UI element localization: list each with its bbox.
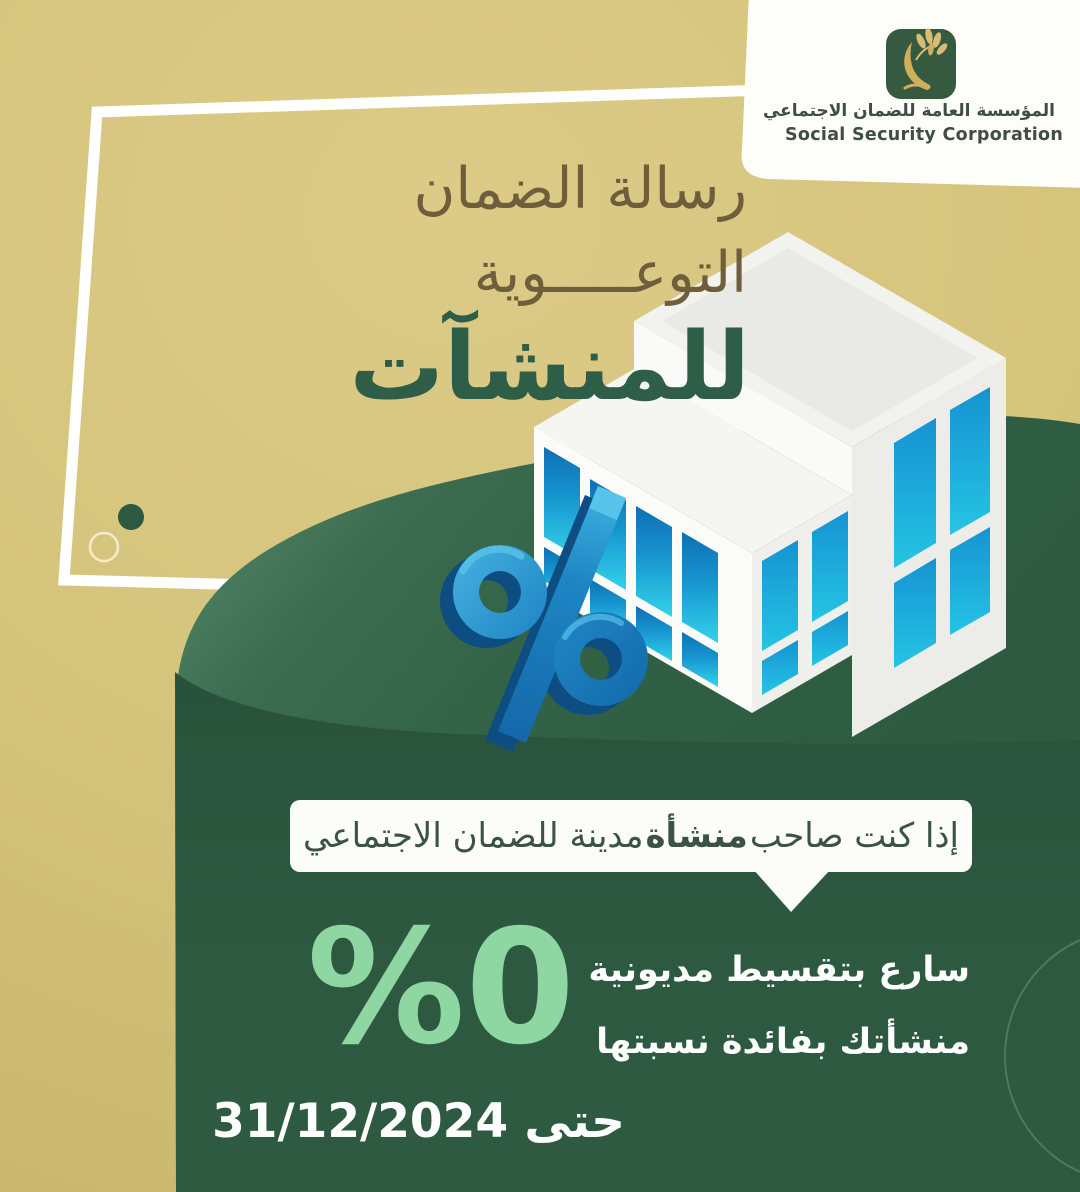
banner-text-suffix: مدينة للضمان الاجتماعي <box>303 816 644 856</box>
title-line-3: للمنشآت <box>349 313 750 422</box>
brand-card <box>742 0 1080 188</box>
decor-dot-filled <box>118 504 144 530</box>
offer-description-line-1: سارع بتقسيط مديونية <box>588 950 970 990</box>
deadline-date: 31/12/2024 <box>212 1094 509 1149</box>
zero-percent-value: %0 <box>306 896 576 1080</box>
deadline-until-label: حتى <box>524 1094 625 1149</box>
title-line-1: رسالة الضمان <box>413 156 747 222</box>
title-line-2: التوعـــــوية <box>473 240 747 306</box>
banner-text-prefix: إذا كنت صاحب <box>749 816 959 856</box>
deadline-text <box>212 1094 625 1149</box>
banner-text-highlight: منشأة <box>645 816 748 856</box>
org-name-arabic: المؤسسة العامة للضمان الاجتماعي <box>762 101 1055 121</box>
offer-description-line-2: منشأتك بفائدة نسبتها <box>596 1022 970 1062</box>
decor-dot-outline <box>90 533 118 561</box>
org-name-english: Social Security Corporation <box>785 125 1064 145</box>
banner-text <box>300 800 962 872</box>
